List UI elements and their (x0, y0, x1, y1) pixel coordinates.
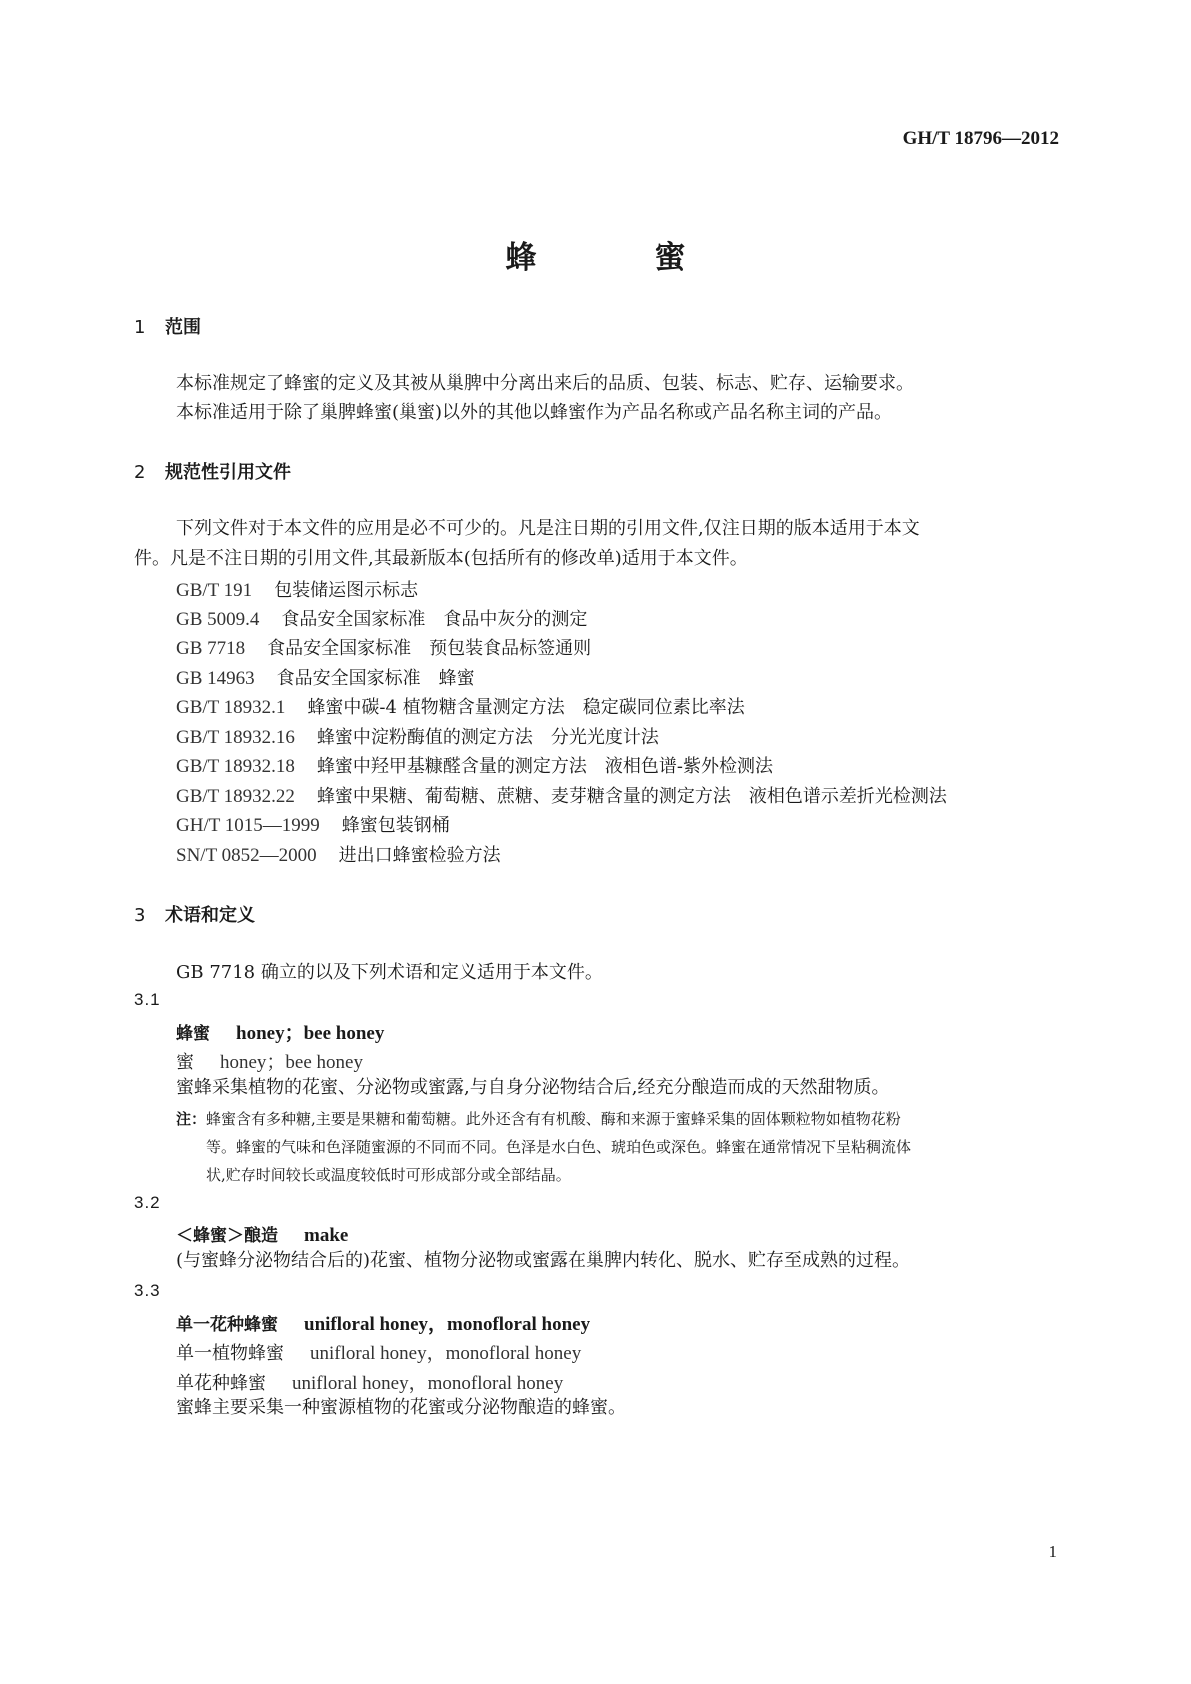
scope-paragraph-1: 本标准规定了蜂蜜的定义及其被从巢脾中分离出来后的品质、包装、标志、贮存、运输要求。 (176, 373, 914, 394)
term-english: unifloral honey，monofloral honey (292, 1373, 564, 1394)
reference-code: GH/T 1015—1999 (176, 815, 320, 836)
term-chinese: 蜂蜜 (176, 1024, 210, 1044)
standard-number: GH/T 18796—2012 (902, 128, 1059, 149)
reference-title: 食品安全国家标准 蜂蜜 (276, 668, 475, 689)
reference-code: GB/T 18932.18 (176, 756, 295, 777)
term-synonym (176, 1368, 563, 1395)
term-english: unifloral honey，monofloral honey (310, 1343, 582, 1364)
note-line: 等。蜂蜜的气味和色泽随蜜源的不同而不同。色泽是水白色、琥珀色或深色。蜂蜜在通常情况下呈粘稠流体 (206, 1138, 912, 1156)
section-title: 术语和定义 (165, 905, 255, 926)
page-number: 1 (1048, 1542, 1057, 1561)
section-3-heading (134, 901, 255, 927)
term-definition: 蜜蜂采集植物的花蜜、分泌物或蜜露,与自身分泌物结合后,经充分酿造而成的天然甜物质。 (176, 1077, 890, 1098)
note-label: 注： (176, 1110, 207, 1128)
reference-title: 蜂蜜包装钢桶 (341, 815, 450, 836)
reference-title: 包装储运图示标志 (274, 580, 419, 601)
reference-code: GB/T 18932.16 (176, 727, 295, 748)
term-synonym (176, 1338, 581, 1365)
term-definition: 蜜蜂主要采集一种蜜源植物的花蜜或分泌物酿造的蜂蜜。 (176, 1397, 626, 1418)
reference-item (176, 634, 591, 660)
section-number: 2 (134, 462, 146, 483)
reference-item (176, 841, 501, 867)
reference-title: 蜂蜜中果糖、葡萄糖、蔗糖、麦芽糖含量的测定方法 液相色谱示差折光检测法 (316, 786, 947, 807)
reference-item (176, 811, 450, 837)
reference-item (176, 723, 659, 749)
document-title: 蜂蜜 (505, 240, 804, 276)
reference-title: 蜂蜜中淀粉酶值的测定方法 分光光度计法 (316, 727, 659, 748)
term-chinese: 单一花种蜂蜜 (176, 1315, 278, 1335)
reference-title: 蜂蜜中碳-4 植物糖含量测定方法 稳定碳同位素比率法 (307, 697, 745, 718)
reference-code: GB 14963 (176, 668, 255, 689)
reference-code: GB/T 18932.1 (176, 697, 286, 718)
terms-intro: GB 7718 确立的以及下列术语和定义适用于本文件。 (176, 962, 603, 983)
clause-number: 3.3 (134, 1281, 161, 1300)
reference-item (176, 752, 773, 778)
reference-title: 进出口蜂蜜检验方法 (338, 845, 501, 866)
note-line: 蜂蜜含有多种糖,主要是果糖和葡萄糖。此外还含有有机酸、酶和来源于蜜蜂采集的固体颗粒物如植物花粉 (206, 1110, 901, 1128)
section-title: 规范性引用文件 (165, 462, 291, 483)
references-intro-line-1: 下列文件对于本文件的应用是必不可少的。凡是注日期的引用文件,仅注日期的版本适用于本文 (176, 518, 920, 539)
clause-number: 3.2 (134, 1193, 161, 1212)
reference-item (176, 605, 587, 631)
term-chinese: 蜜 (176, 1052, 194, 1073)
clause-number: 3.1 (134, 990, 161, 1009)
term-synonym (176, 1047, 363, 1074)
section-1-heading (134, 313, 201, 339)
section-2-heading (134, 458, 291, 484)
reference-code: SN/T 0852—2000 (176, 845, 317, 866)
term-english: unifloral honey，monofloral honey (304, 1314, 591, 1335)
reference-code: GB/T 18932.22 (176, 786, 295, 807)
section-title: 范围 (165, 317, 201, 338)
term-note (176, 1105, 1056, 1189)
term-english: honey；bee honey (220, 1052, 363, 1073)
reference-title: 蜂蜜中羟甲基糠醛含量的测定方法 液相色谱-紫外检测法 (316, 756, 774, 777)
term-chinese: ＜蜂蜜＞酿造 (176, 1226, 278, 1246)
term-chinese: 单一植物蜂蜜 (176, 1343, 284, 1364)
reference-item (176, 576, 418, 602)
reference-title: 食品安全国家标准 预包装食品标签通则 (267, 638, 592, 659)
term-chinese: 单花种蜂蜜 (176, 1373, 266, 1394)
term-preferred (176, 1221, 348, 1247)
reference-item (176, 782, 947, 808)
term-english: make (304, 1225, 349, 1246)
term-english: honey；bee honey (236, 1023, 385, 1044)
reference-code: GB/T 191 (176, 580, 253, 601)
section-number: 3 (134, 905, 146, 926)
term-definition: (与蜜蜂分泌物结合后的)花蜜、植物分泌物或蜜露在巢脾内转化、脱水、贮存至成熟的过程。 (176, 1250, 911, 1271)
reference-code: GB 7718 (176, 638, 246, 659)
term-preferred (176, 1309, 590, 1336)
references-intro-line-2: 件。凡是不注日期的引用文件,其最新版本(包括所有的修改单)适用于本文件。 (134, 548, 748, 569)
reference-item (176, 693, 745, 719)
term-preferred (176, 1018, 384, 1045)
reference-code: GB 5009.4 (176, 609, 260, 630)
section-number: 1 (134, 317, 146, 338)
scope-paragraph-2: 本标准适用于除了巢脾蜂蜜(巢蜜)以外的其他以蜂蜜作为产品名称或产品名称主词的产品。 (176, 402, 893, 423)
reference-item (176, 664, 475, 690)
note-line: 状,贮存时间较长或温度较低时可形成部分或全部结晶。 (206, 1166, 571, 1184)
reference-title: 食品安全国家标准 食品中灰分的测定 (281, 609, 588, 630)
